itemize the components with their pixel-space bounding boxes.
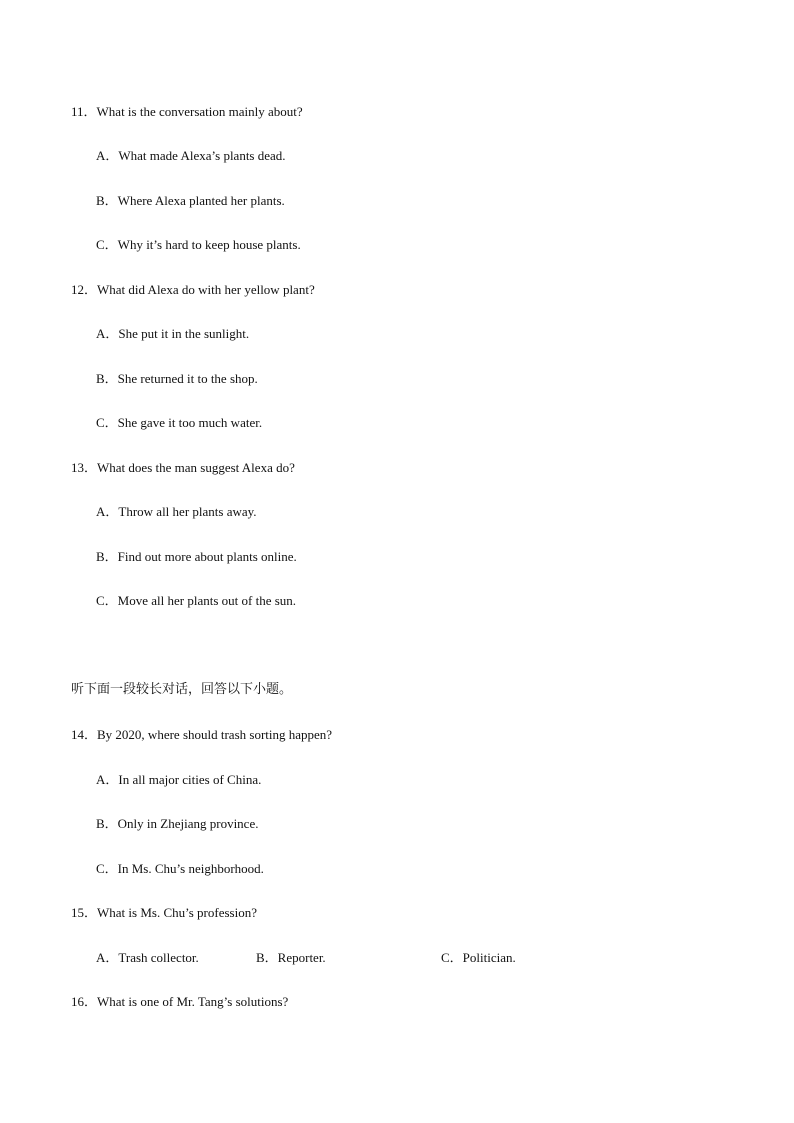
question-13 [71, 460, 295, 476]
option-text: What made Alexa’s plants dead. [118, 148, 286, 163]
option-text: In all major cities of China. [118, 772, 262, 787]
question-12-option-c[interactable] [96, 415, 262, 431]
question-13-option-b[interactable] [96, 549, 297, 565]
option-letter: A． [96, 504, 119, 519]
question-12-option-a[interactable] [96, 326, 249, 342]
question-number: 16． [71, 994, 98, 1009]
option-letter: A． [96, 950, 119, 965]
question-12 [71, 282, 315, 298]
option-text: Why it’s hard to keep house plants. [117, 237, 301, 252]
option-letter: B． [256, 950, 278, 965]
option-letter: C． [96, 237, 118, 252]
option-letter: C． [96, 593, 118, 608]
question-11-option-b[interactable] [96, 193, 285, 209]
question-13-option-c[interactable] [96, 593, 296, 609]
question-14-option-b[interactable] [96, 816, 258, 832]
option-letter: C． [96, 415, 118, 430]
question-11-option-a[interactable] [96, 148, 286, 164]
question-text: What is Ms. Chu’s profession? [97, 905, 257, 920]
question-number: 14． [71, 727, 98, 742]
option-text: Politician. [462, 950, 516, 965]
question-text: What is the conversation mainly about? [96, 104, 303, 119]
question-13-option-a[interactable] [96, 504, 257, 520]
question-11-option-c[interactable] [96, 237, 301, 253]
option-text: Trash collector. [118, 950, 199, 965]
option-text: Only in Zhejiang province. [117, 816, 259, 831]
option-letter: B． [96, 193, 118, 208]
option-text: She gave it too much water. [117, 415, 263, 430]
question-16 [71, 994, 288, 1010]
option-text: Move all her plants out of the sun. [117, 593, 297, 608]
question-text: What does the man suggest Alexa do? [97, 460, 295, 475]
question-11 [71, 104, 303, 120]
option-letter: B． [96, 816, 118, 831]
question-number: 12． [71, 282, 98, 297]
option-letter: C． [96, 861, 118, 876]
option-text: She put it in the sunlight. [118, 326, 250, 341]
question-12-option-b[interactable] [96, 371, 258, 387]
option-letter: A． [96, 772, 119, 787]
question-15-option-b[interactable] [256, 950, 326, 966]
option-text: Throw all her plants away. [118, 504, 257, 519]
question-number: 13． [71, 460, 98, 475]
question-text: What did Alexa do with her yellow plant? [97, 282, 315, 297]
question-15-option-c[interactable] [441, 950, 516, 966]
section-instruction: 听下面一段较长对话，回答以下小题。 [71, 682, 293, 697]
question-text: By 2020, where should trash sorting happen? [97, 727, 333, 742]
question-14-option-c[interactable] [96, 861, 264, 877]
question-number: 15． [71, 905, 98, 920]
option-text: Find out more about plants online. [117, 549, 297, 564]
option-letter: B． [96, 371, 118, 386]
option-letter: A． [96, 148, 119, 163]
option-text: She returned it to the shop. [117, 371, 258, 386]
question-14-option-a[interactable] [96, 772, 261, 788]
question-15-option-a[interactable] [96, 950, 199, 966]
question-number: 11． [71, 104, 97, 119]
option-text: Where Alexa planted her plants. [117, 193, 285, 208]
question-15 [71, 905, 257, 921]
option-letter: A． [96, 326, 119, 341]
option-text: In Ms. Chu’s neighborhood. [117, 861, 264, 876]
question-text: What is one of Mr. Tang’s solutions? [97, 994, 289, 1009]
question-14 [71, 727, 332, 743]
option-text: Reporter. [277, 950, 326, 965]
option-letter: B． [96, 549, 118, 564]
option-letter: C． [441, 950, 463, 965]
